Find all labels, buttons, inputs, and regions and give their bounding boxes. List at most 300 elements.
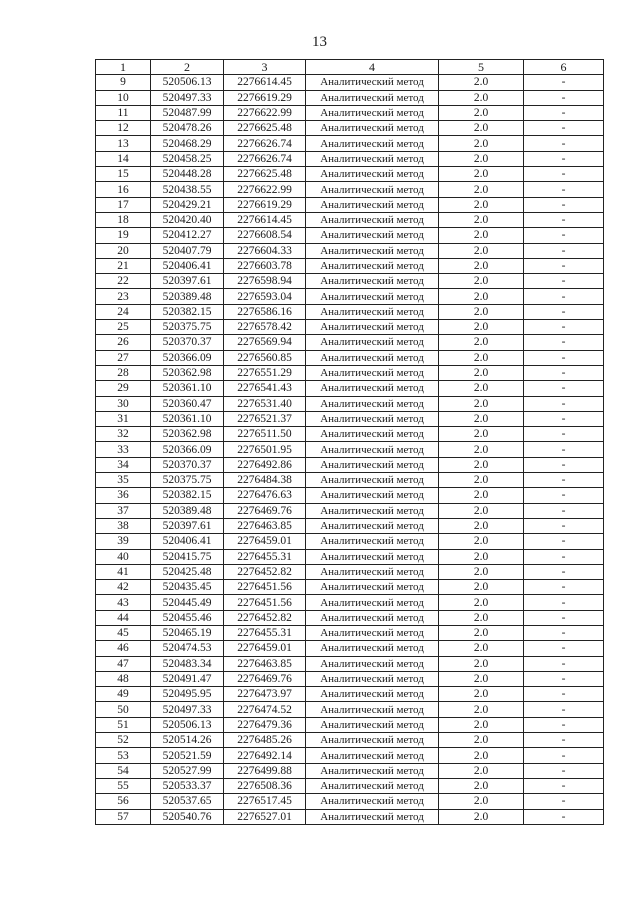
note-cell: - [524,717,604,732]
method-cell: Аналитический метод [306,411,439,426]
coord-x-cell: 520478.26 [151,121,224,136]
table-row [96,656,604,671]
accuracy-cell: 2.0 [439,136,524,151]
point-number-cell: 26 [96,335,151,350]
table-row [96,794,604,809]
coord-x-cell: 520465.19 [151,625,224,640]
point-number-cell: 10 [96,90,151,105]
table-row [96,580,604,595]
accuracy-cell: 2.0 [439,396,524,411]
point-number-cell: 37 [96,503,151,518]
table-row [96,121,604,136]
coord-x-cell: 520382.15 [151,488,224,503]
note-cell: - [524,580,604,595]
point-number-cell: 18 [96,212,151,227]
note-cell: - [524,274,604,289]
accuracy-cell: 2.0 [439,411,524,426]
note-cell: - [524,549,604,564]
note-cell: - [524,595,604,610]
point-number-cell: 52 [96,733,151,748]
table-row [96,228,604,243]
accuracy-cell: 2.0 [439,580,524,595]
accuracy-cell: 2.0 [439,518,524,533]
coord-y-cell: 2276485.26 [224,733,306,748]
point-number-cell: 42 [96,580,151,595]
column-header: 3 [224,60,306,75]
accuracy-cell: 2.0 [439,488,524,503]
accuracy-cell: 2.0 [439,656,524,671]
method-cell: Аналитический метод [306,258,439,273]
note-cell: - [524,258,604,273]
method-cell: Аналитический метод [306,228,439,243]
note-cell: - [524,473,604,488]
method-cell: Аналитический метод [306,671,439,686]
method-cell: Аналитический метод [306,121,439,136]
method-cell: Аналитический метод [306,335,439,350]
point-number-cell: 54 [96,763,151,778]
method-cell: Аналитический метод [306,396,439,411]
method-cell: Аналитический метод [306,503,439,518]
accuracy-cell: 2.0 [439,121,524,136]
coord-x-cell: 520448.28 [151,167,224,182]
method-cell: Аналитический метод [306,167,439,182]
coord-x-cell: 520487.99 [151,105,224,120]
coord-x-cell: 520415.75 [151,549,224,564]
method-cell: Аналитический метод [306,488,439,503]
table-row [96,197,604,212]
table-row [96,733,604,748]
point-number-cell: 46 [96,641,151,656]
table-row [96,687,604,702]
point-number-cell: 44 [96,610,151,625]
point-number-cell: 29 [96,381,151,396]
method-cell: Аналитический метод [306,564,439,579]
coord-x-cell: 520506.13 [151,75,224,90]
table-row [96,809,604,824]
coord-x-cell: 520438.55 [151,182,224,197]
coord-y-cell: 2276455.31 [224,625,306,640]
accuracy-cell: 2.0 [439,702,524,717]
table-row [96,105,604,120]
point-number-cell: 56 [96,794,151,809]
coord-x-cell: 520361.10 [151,381,224,396]
coord-y-cell: 2276463.85 [224,518,306,533]
coord-y-cell: 2276452.82 [224,610,306,625]
coord-y-cell: 2276531.40 [224,396,306,411]
point-number-cell: 55 [96,778,151,793]
table-row [96,136,604,151]
coord-y-cell: 2276560.85 [224,350,306,365]
point-number-cell: 51 [96,717,151,732]
coord-x-cell: 520360.47 [151,396,224,411]
coord-y-cell: 2276452.82 [224,564,306,579]
table-row [96,503,604,518]
table-row [96,167,604,182]
note-cell: - [524,75,604,90]
coord-x-cell: 520483.34 [151,656,224,671]
method-cell: Аналитический метод [306,733,439,748]
coord-x-cell: 520375.75 [151,473,224,488]
coord-x-cell: 520362.98 [151,365,224,380]
table-row [96,411,604,426]
accuracy-cell: 2.0 [439,625,524,640]
point-number-cell: 30 [96,396,151,411]
note-cell: - [524,671,604,686]
table-row [96,320,604,335]
point-number-cell: 53 [96,748,151,763]
method-cell: Аналитический метод [306,641,439,656]
table-row [96,335,604,350]
coord-x-cell: 520406.41 [151,258,224,273]
note-cell: - [524,228,604,243]
coord-x-cell: 520389.48 [151,289,224,304]
coord-x-cell: 520468.29 [151,136,224,151]
coord-y-cell: 2276479.36 [224,717,306,732]
coord-y-cell: 2276598.94 [224,274,306,289]
accuracy-cell: 2.0 [439,105,524,120]
point-number-cell: 34 [96,457,151,472]
note-cell: - [524,105,604,120]
coord-x-cell: 520370.37 [151,457,224,472]
method-cell: Аналитический метод [306,473,439,488]
note-cell: - [524,90,604,105]
accuracy-cell: 2.0 [439,90,524,105]
accuracy-cell: 2.0 [439,671,524,686]
table-row [96,595,604,610]
accuracy-cell: 2.0 [439,274,524,289]
accuracy-cell: 2.0 [439,167,524,182]
method-cell: Аналитический метод [306,182,439,197]
accuracy-cell: 2.0 [439,549,524,564]
point-number-cell: 36 [96,488,151,503]
point-number-cell: 41 [96,564,151,579]
coord-x-cell: 520370.37 [151,335,224,350]
method-cell: Аналитический метод [306,75,439,90]
coord-y-cell: 2276622.99 [224,105,306,120]
accuracy-cell: 2.0 [439,473,524,488]
accuracy-cell: 2.0 [439,809,524,824]
coord-y-cell: 2276593.04 [224,289,306,304]
accuracy-cell: 2.0 [439,534,524,549]
coord-x-cell: 520412.27 [151,228,224,243]
note-cell: - [524,136,604,151]
note-cell: - [524,243,604,258]
coord-y-cell: 2276527.01 [224,809,306,824]
column-header: 1 [96,60,151,75]
table-row [96,396,604,411]
coord-x-cell: 520397.61 [151,274,224,289]
note-cell: - [524,794,604,809]
coord-x-cell: 520362.98 [151,427,224,442]
coord-y-cell: 2276492.14 [224,748,306,763]
coord-y-cell: 2276604.33 [224,243,306,258]
method-cell: Аналитический метод [306,656,439,671]
point-number-cell: 17 [96,197,151,212]
coord-y-cell: 2276521.37 [224,411,306,426]
accuracy-cell: 2.0 [439,289,524,304]
table-body [96,75,604,825]
accuracy-cell: 2.0 [439,778,524,793]
table-row [96,534,604,549]
coord-x-cell: 520514.26 [151,733,224,748]
table-row [96,212,604,227]
table-row [96,549,604,564]
method-cell: Аналитический метод [306,702,439,717]
coord-x-cell: 520540.76 [151,809,224,824]
coord-x-cell: 520495.95 [151,687,224,702]
coord-x-cell: 520361.10 [151,411,224,426]
note-cell: - [524,488,604,503]
method-cell: Аналитический метод [306,427,439,442]
point-number-cell: 43 [96,595,151,610]
coord-x-cell: 520406.41 [151,534,224,549]
coord-y-cell: 2276517.45 [224,794,306,809]
note-cell: - [524,503,604,518]
note-cell: - [524,151,604,166]
note-cell: - [524,320,604,335]
note-cell: - [524,656,604,671]
table-row [96,457,604,472]
coord-x-cell: 520366.09 [151,350,224,365]
method-cell: Аналитический метод [306,717,439,732]
coord-x-cell: 520389.48 [151,503,224,518]
coord-y-cell: 2276619.29 [224,90,306,105]
point-number-cell: 48 [96,671,151,686]
coord-x-cell: 520429.21 [151,197,224,212]
method-cell: Аналитический метод [306,625,439,640]
accuracy-cell: 2.0 [439,212,524,227]
accuracy-cell: 2.0 [439,687,524,702]
point-number-cell: 23 [96,289,151,304]
note-cell: - [524,396,604,411]
method-cell: Аналитический метод [306,457,439,472]
note-cell: - [524,763,604,778]
table-row [96,442,604,457]
coord-y-cell: 2276622.99 [224,182,306,197]
note-cell: - [524,289,604,304]
method-cell: Аналитический метод [306,212,439,227]
accuracy-cell: 2.0 [439,243,524,258]
table-row [96,274,604,289]
accuracy-cell: 2.0 [439,197,524,212]
coordinates-table [95,59,604,825]
coord-x-cell: 520533.37 [151,778,224,793]
accuracy-cell: 2.0 [439,595,524,610]
note-cell: - [524,304,604,319]
coord-y-cell: 2276473.97 [224,687,306,702]
coord-y-cell: 2276501.95 [224,442,306,457]
table-row [96,182,604,197]
table-row [96,702,604,717]
method-cell: Аналитический метод [306,136,439,151]
accuracy-cell: 2.0 [439,365,524,380]
table-row [96,610,604,625]
point-number-cell: 31 [96,411,151,426]
accuracy-cell: 2.0 [439,733,524,748]
note-cell: - [524,534,604,549]
method-cell: Аналитический метод [306,90,439,105]
accuracy-cell: 2.0 [439,151,524,166]
note-cell: - [524,335,604,350]
accuracy-cell: 2.0 [439,320,524,335]
note-cell: - [524,610,604,625]
coord-y-cell: 2276619.29 [224,197,306,212]
method-cell: Аналитический метод [306,365,439,380]
accuracy-cell: 2.0 [439,717,524,732]
coord-y-cell: 2276625.48 [224,121,306,136]
accuracy-cell: 2.0 [439,641,524,656]
coord-y-cell: 2276474.52 [224,702,306,717]
point-number-cell: 33 [96,442,151,457]
coord-x-cell: 520445.49 [151,595,224,610]
table-row [96,381,604,396]
point-number-cell: 13 [96,136,151,151]
table-row [96,243,604,258]
method-cell: Аналитический метод [306,350,439,365]
column-header: 4 [306,60,439,75]
table-row [96,75,604,90]
coord-y-cell: 2276459.01 [224,534,306,549]
accuracy-cell: 2.0 [439,228,524,243]
coord-y-cell: 2276625.48 [224,167,306,182]
coord-x-cell: 520435.45 [151,580,224,595]
coord-x-cell: 520455.46 [151,610,224,625]
point-number-cell: 40 [96,549,151,564]
coord-y-cell: 2276511.50 [224,427,306,442]
table-row [96,488,604,503]
method-cell: Аналитический метод [306,518,439,533]
note-cell: - [524,625,604,640]
table-row [96,90,604,105]
accuracy-cell: 2.0 [439,381,524,396]
note-cell: - [524,733,604,748]
note-cell: - [524,457,604,472]
point-number-cell: 12 [96,121,151,136]
point-number-cell: 32 [96,427,151,442]
coord-y-cell: 2276469.76 [224,503,306,518]
table-header-row [96,60,604,75]
accuracy-cell: 2.0 [439,564,524,579]
method-cell: Аналитический метод [306,778,439,793]
coord-x-cell: 520397.61 [151,518,224,533]
column-header: 6 [524,60,604,75]
coord-x-cell: 520458.25 [151,151,224,166]
table-row [96,778,604,793]
coord-x-cell: 520521.59 [151,748,224,763]
table-row [96,151,604,166]
method-cell: Аналитический метод [306,687,439,702]
accuracy-cell: 2.0 [439,75,524,90]
point-number-cell: 57 [96,809,151,824]
note-cell: - [524,702,604,717]
note-cell: - [524,411,604,426]
method-cell: Аналитический метод [306,243,439,258]
method-cell: Аналитический метод [306,580,439,595]
table-row [96,350,604,365]
coord-x-cell: 520375.75 [151,320,224,335]
method-cell: Аналитический метод [306,151,439,166]
table-row [96,763,604,778]
accuracy-cell: 2.0 [439,503,524,518]
point-number-cell: 45 [96,625,151,640]
accuracy-cell: 2.0 [439,427,524,442]
method-cell: Аналитический метод [306,320,439,335]
note-cell: - [524,365,604,380]
note-cell: - [524,641,604,656]
coord-y-cell: 2276508.36 [224,778,306,793]
note-cell: - [524,518,604,533]
table-row [96,304,604,319]
note-cell: - [524,182,604,197]
method-cell: Аналитический метод [306,549,439,564]
note-cell: - [524,381,604,396]
coord-y-cell: 2276614.45 [224,212,306,227]
point-number-cell: 16 [96,182,151,197]
table-row [96,518,604,533]
note-cell: - [524,748,604,763]
method-cell: Аналитический метод [306,304,439,319]
point-number-cell: 21 [96,258,151,273]
coord-x-cell: 520425.48 [151,564,224,579]
point-number-cell: 20 [96,243,151,258]
table-row [96,717,604,732]
note-cell: - [524,350,604,365]
point-number-cell: 28 [96,365,151,380]
point-number-cell: 35 [96,473,151,488]
point-number-cell: 27 [96,350,151,365]
coord-y-cell: 2276586.16 [224,304,306,319]
table-row [96,289,604,304]
point-number-cell: 14 [96,151,151,166]
point-number-cell: 25 [96,320,151,335]
method-cell: Аналитический метод [306,442,439,457]
accuracy-cell: 2.0 [439,304,524,319]
point-number-cell: 50 [96,702,151,717]
coord-y-cell: 2276459.01 [224,641,306,656]
point-number-cell: 11 [96,105,151,120]
method-cell: Аналитический метод [306,381,439,396]
coord-x-cell: 520537.65 [151,794,224,809]
method-cell: Аналитический метод [306,763,439,778]
note-cell: - [524,121,604,136]
table-row [96,671,604,686]
point-number-cell: 38 [96,518,151,533]
coord-y-cell: 2276626.74 [224,151,306,166]
point-number-cell: 15 [96,167,151,182]
coord-y-cell: 2276476.63 [224,488,306,503]
coord-x-cell: 520497.33 [151,702,224,717]
coord-y-cell: 2276455.31 [224,549,306,564]
method-cell: Аналитический метод [306,748,439,763]
coord-y-cell: 2276492.86 [224,457,306,472]
note-cell: - [524,197,604,212]
accuracy-cell: 2.0 [439,748,524,763]
coord-y-cell: 2276451.56 [224,580,306,595]
note-cell: - [524,167,604,182]
table-row [96,258,604,273]
note-cell: - [524,778,604,793]
coord-y-cell: 2276484.38 [224,473,306,488]
note-cell: - [524,564,604,579]
method-cell: Аналитический метод [306,610,439,625]
point-number-cell: 39 [96,534,151,549]
coord-x-cell: 520497.33 [151,90,224,105]
coord-x-cell: 520420.40 [151,212,224,227]
column-header: 5 [439,60,524,75]
note-cell: - [524,212,604,227]
point-number-cell: 9 [96,75,151,90]
coord-x-cell: 520407.79 [151,243,224,258]
